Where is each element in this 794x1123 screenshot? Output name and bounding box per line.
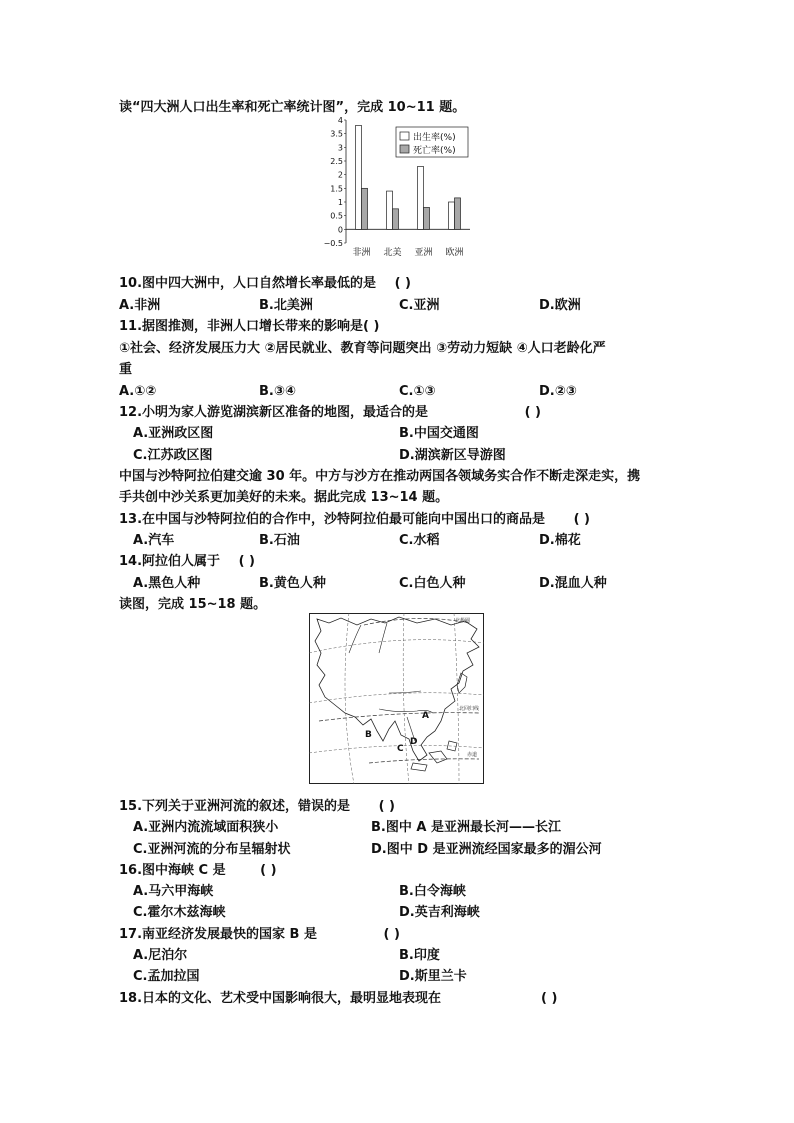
- q12-option-b: B.中国交通图: [399, 426, 479, 441]
- q12-answer-paren: ( ): [524, 405, 541, 420]
- q16-option-b: B.白令海峡: [399, 884, 466, 899]
- legend-swatch: [400, 145, 409, 153]
- q10-option-d: D.欧洲: [539, 298, 581, 313]
- birth-death-rate-chart: [323, 115, 480, 263]
- q17-answer-paren: ( ): [383, 927, 400, 942]
- bar-death-rate: [362, 188, 368, 229]
- q17-stem: [119, 926, 400, 944]
- y-tick-label: 1.5: [330, 184, 343, 194]
- q14-answer-paren: ( ): [238, 554, 255, 569]
- q16-answer-paren: ( ): [260, 863, 277, 878]
- q16-option-c: C.霍尔木兹海峡: [133, 905, 226, 920]
- q15-option-a: A.亚洲内流流域面积狭小: [133, 820, 279, 835]
- q15-text: 15.下列关于亚洲河流的叙述，错误的是: [119, 799, 351, 814]
- q12-text: 12.小明为家人游览湖滨新区准备的地图，最适合的是: [119, 405, 429, 420]
- arctic-circle-label: 北极圈: [455, 618, 471, 624]
- q13-option-b: B.石油: [259, 533, 300, 548]
- q15-option-b: B.图中 A 是亚洲最长河——长江: [371, 820, 561, 835]
- q15-answer-paren: ( ): [378, 799, 395, 814]
- y-tick-label: 4: [337, 116, 343, 125]
- q11-option-a: A.①②: [119, 384, 157, 399]
- x-category-label: 北美: [383, 248, 402, 258]
- q13-option-c: C.水稻: [399, 533, 440, 548]
- q13-option-d: D.棉花: [539, 533, 581, 548]
- q13-option-a: A.汽车: [133, 533, 175, 548]
- q14-option-b: B.黄色人种: [259, 576, 326, 591]
- q16-option-d: D.英吉利海峡: [399, 905, 480, 920]
- q13-text: 13.在中国与沙特阿拉伯的合作中，沙特阿拉伯最可能向中国出口的商品是: [119, 512, 546, 527]
- q11-stem: 11.据图推测，非洲人口增长带来的影响是( ): [119, 319, 380, 334]
- q16-option-a: A.马六甲海峡: [133, 884, 214, 899]
- bar-death-rate: [455, 198, 461, 229]
- q16-text: 16.图中海峡 C 是: [119, 863, 226, 878]
- bar-death-rate: [393, 209, 399, 230]
- chart-intro: 读“四大洲人口出生率和死亡率统计图”，完成 10~11 题。: [119, 100, 466, 115]
- legend-label: 死亡率(%): [413, 146, 456, 156]
- q11-option-c: C.①③: [399, 384, 436, 399]
- q10-option-a: A.非洲: [119, 298, 161, 313]
- y-tick-label: 3: [337, 143, 343, 153]
- y-tick-label: 3.5: [330, 129, 343, 139]
- q10-text: 10.图中四大洲中，人口自然增长率最低的是: [119, 276, 377, 291]
- x-category-label: 亚洲: [414, 248, 433, 258]
- bar-birth-rate: [356, 125, 362, 229]
- equator-label: 赤道: [467, 752, 478, 758]
- q11-choices-line1: ①社会、经济发展压力大 ②居民就业、教育等问题突出 ③劳动力短缺 ④人口老龄化严: [119, 341, 606, 356]
- q17-option-c: C.孟加拉国: [133, 969, 200, 984]
- bar-death-rate: [424, 207, 430, 229]
- legend-label: 出生率(%): [413, 133, 456, 143]
- q17-text: 17.南亚经济发展最快的国家 B 是: [119, 927, 317, 942]
- q10-option-c: C.亚洲: [399, 298, 440, 313]
- y-tick-label: 0.5: [330, 211, 343, 221]
- q11-option-d: D.②③: [539, 384, 577, 399]
- q11-choices-line2: 重: [119, 362, 133, 377]
- asia-map: [309, 613, 484, 784]
- q17-option-a: A.尼泊尔: [133, 948, 188, 963]
- legend-swatch: [400, 132, 409, 140]
- q18-answer-paren: ( ): [541, 991, 558, 1006]
- map-intro: 读图，完成 15~18 题。: [119, 597, 267, 612]
- q15-option-d: D.图中 D 是亚洲流经国家最多的湄公河: [371, 842, 602, 857]
- map-label-b: B: [365, 730, 372, 740]
- x-category-label: 欧洲: [445, 248, 464, 258]
- q18-stem: [119, 990, 441, 1008]
- q14-option-c: C.白色人种: [399, 576, 466, 591]
- q12-option-a: A.亚洲政区图: [133, 426, 214, 441]
- q14-stem: [119, 553, 255, 571]
- q15-stem: [119, 798, 395, 816]
- map-label-a: A: [422, 711, 429, 721]
- q14-option-d: D.混血人种: [539, 576, 607, 591]
- map-label-d: D: [410, 737, 418, 747]
- y-tick-label: −0.5: [323, 239, 343, 248]
- y-tick-label: 1: [337, 198, 343, 207]
- q14-text: 14.阿拉伯人属于: [119, 554, 221, 569]
- tropic-of-cancer-label: 北回归线: [459, 706, 480, 712]
- y-tick-label: 2.5: [330, 157, 343, 166]
- q16-stem: [119, 862, 277, 880]
- q13-stem: [119, 511, 590, 529]
- bar-birth-rate: [418, 166, 424, 229]
- bar-birth-rate: [387, 191, 393, 229]
- q17-option-b: B.印度: [399, 948, 440, 963]
- q12-option-d: D.湖滨新区导游图: [399, 448, 506, 463]
- bar-birth-rate: [449, 202, 455, 229]
- q10-answer-paren: ( ): [394, 276, 411, 291]
- q10-option-b: B.北美洲: [259, 298, 313, 313]
- passage-13-14-line2: 手共创中沙关系更加美好的未来。据此完成 13~14 题。: [119, 490, 449, 505]
- q15-option-c: C.亚洲河流的分布呈辐射状: [133, 842, 291, 857]
- passage-13-14-line1: 中国与沙特阿拉伯建交逾 30 年。中方与沙方在推动两国各领域务实合作不断走深走实，携: [119, 469, 641, 484]
- q13-answer-paren: ( ): [573, 512, 590, 527]
- q14-option-a: A.黑色人种: [133, 576, 201, 591]
- q12-stem: [119, 404, 541, 422]
- q17-option-d: D.斯里兰卡: [399, 969, 467, 984]
- q11-option-b: B.③④: [259, 384, 296, 399]
- x-category-label: 非洲: [352, 248, 371, 258]
- y-tick-label: 2: [337, 170, 343, 180]
- q12-option-c: C.江苏政区图: [133, 448, 213, 463]
- map-label-c: C: [397, 744, 404, 754]
- q10-stem: [119, 275, 411, 293]
- y-tick-label: 0: [337, 225, 343, 235]
- q18-text: 18.日本的文化、艺术受中国影响很大，最明显地表现在: [119, 991, 442, 1006]
